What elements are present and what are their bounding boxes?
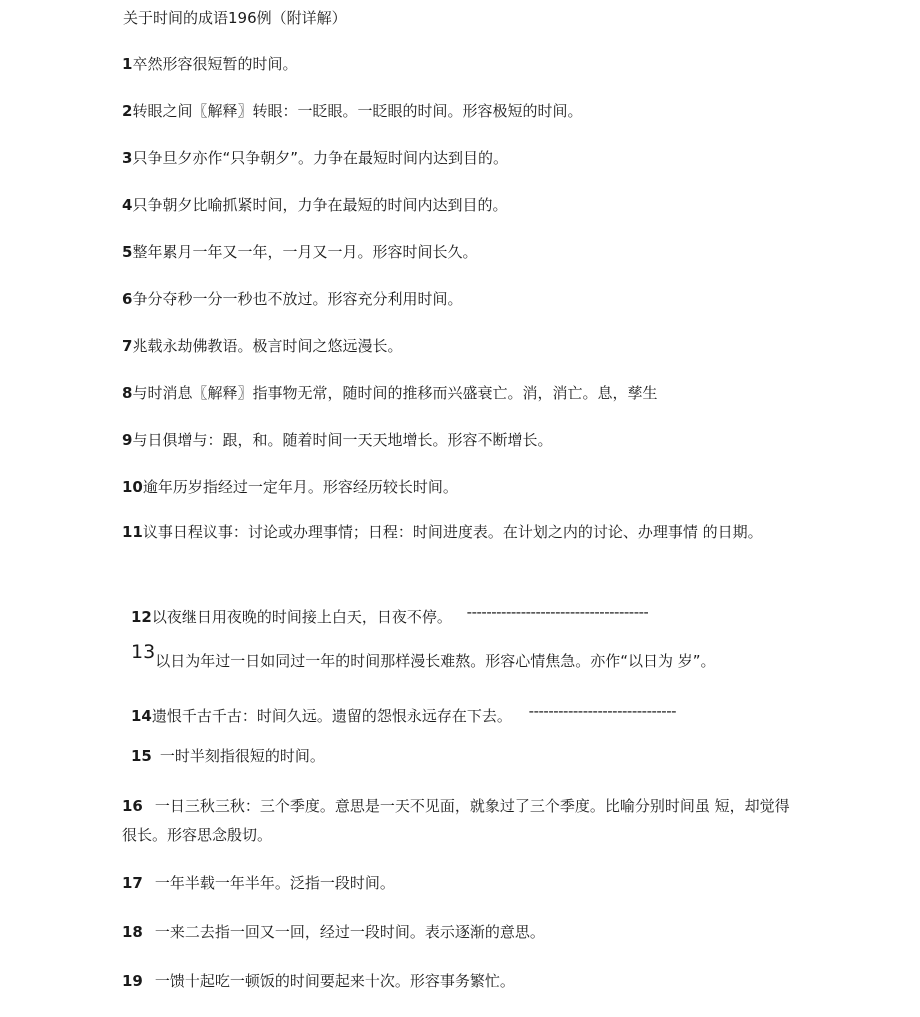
entry-text: 议事日程议事：讨论或办理事情；日程：时间进度表。在计划之内的讨论、办理事情 的日期。 <box>142 523 763 541</box>
entry-text: 卒然形容很短暂的时间。 <box>132 55 298 73</box>
entry-text: 整年累月一年又一年，一月又一月。形容时间长久。 <box>132 243 478 261</box>
list-item <box>122 54 297 74</box>
list-item <box>122 518 802 547</box>
list-item <box>122 242 477 262</box>
dashed-leader: ------------------------------------- <box>466 603 649 621</box>
entry-number: 19 <box>122 972 143 990</box>
list-item <box>122 289 462 309</box>
entry-number: 8 <box>122 384 133 402</box>
entry-number: 17 <box>122 874 143 892</box>
list-item <box>122 430 552 450</box>
entry-number: 18 <box>122 923 143 941</box>
entry-text: 逾年历岁指经过一定年月。形容经历较长时间。 <box>142 478 458 496</box>
entry-number: 6 <box>122 290 133 308</box>
entry-text: 只争旦夕亦作“只争朝夕”。力争在最短时间内达到目的。 <box>132 149 508 167</box>
entry-number: 11 <box>122 523 143 541</box>
list-item <box>122 336 402 356</box>
entry-number: 12 <box>131 608 152 626</box>
entry-number: 5 <box>122 243 133 261</box>
list-item <box>122 383 657 403</box>
entry-number: 13 <box>131 641 156 663</box>
entry-text: 兆载永劫佛教语。极言时间之悠远漫长。 <box>132 337 403 355</box>
entry-number: 7 <box>122 337 133 355</box>
entry-text: 一年半载一年半年。泛指一段时间。 <box>154 874 395 892</box>
entry-text: 以日为年过一日如同过一年的时间那样漫长难熬。形容心情焦急。亦作“以日为 岁”。 <box>155 652 716 670</box>
entry-text: 与日俱增与：跟，和。随着时间一天天地增长。形容不断增长。 <box>132 431 553 449</box>
entry-text: 一日三秋三秋：三个季度。意思是一天不见面，就象过了三个季度。比喻分别时间虽 短，却觉得很长。形容思念殷切。 <box>122 797 790 844</box>
entry-number: 2 <box>122 102 133 120</box>
entry-text: 与时消息〖解释〗指事物无常，随时间的推移而兴盛衰亡。消，消亡。息，孳生 <box>132 384 658 402</box>
list-item <box>122 873 395 893</box>
entry-number: 9 <box>122 431 133 449</box>
list-item <box>131 746 325 766</box>
list-item <box>131 701 676 726</box>
entry-text: 一来二去指一回又一回，经过一段时间。表示逐渐的意思。 <box>154 923 545 941</box>
list-item <box>122 971 515 991</box>
entry-text: 转眼之间〖解释〗转眼：一眨眼。一眨眼的时间。形容极短的时间。 <box>132 102 583 120</box>
entry-text: 一馈十起吃一顿饭的时间要起来十次。形容事务繁忙。 <box>154 972 515 990</box>
entry-text: 以夜继日用夜晚的时间接上白天，日夜不停。 <box>151 608 452 626</box>
entry-number: 10 <box>122 478 143 496</box>
entry-text: 只争朝夕比喻抓紧时间，力争在最短的时间内达到目的。 <box>132 196 508 214</box>
dashed-leader: ------------------------------ <box>528 702 677 720</box>
entry-text: 一时半刻指很短的时间。 <box>159 747 325 765</box>
entry-text: 争分夺秒一分一秒也不放过。形容充分利用时间。 <box>132 290 463 308</box>
entry-number: 4 <box>122 196 133 214</box>
list-item <box>122 101 582 121</box>
entry-number: 15 <box>131 747 152 765</box>
document-title: 关于时间的成语196例（附详解） <box>123 9 347 27</box>
list-item <box>122 792 802 850</box>
entry-number: 14 <box>131 707 152 725</box>
entry-number: 16 <box>122 797 143 815</box>
list-item <box>122 477 458 497</box>
list-item <box>131 641 716 671</box>
list-item <box>122 922 545 942</box>
list-item <box>131 602 648 627</box>
entry-number: 3 <box>122 149 133 167</box>
list-item <box>122 148 508 168</box>
entry-number: 1 <box>122 55 133 73</box>
entry-text: 遗恨千古千古：时间久远。遗留的怨恨永远存在下去。 <box>151 707 512 725</box>
list-item <box>122 195 507 215</box>
